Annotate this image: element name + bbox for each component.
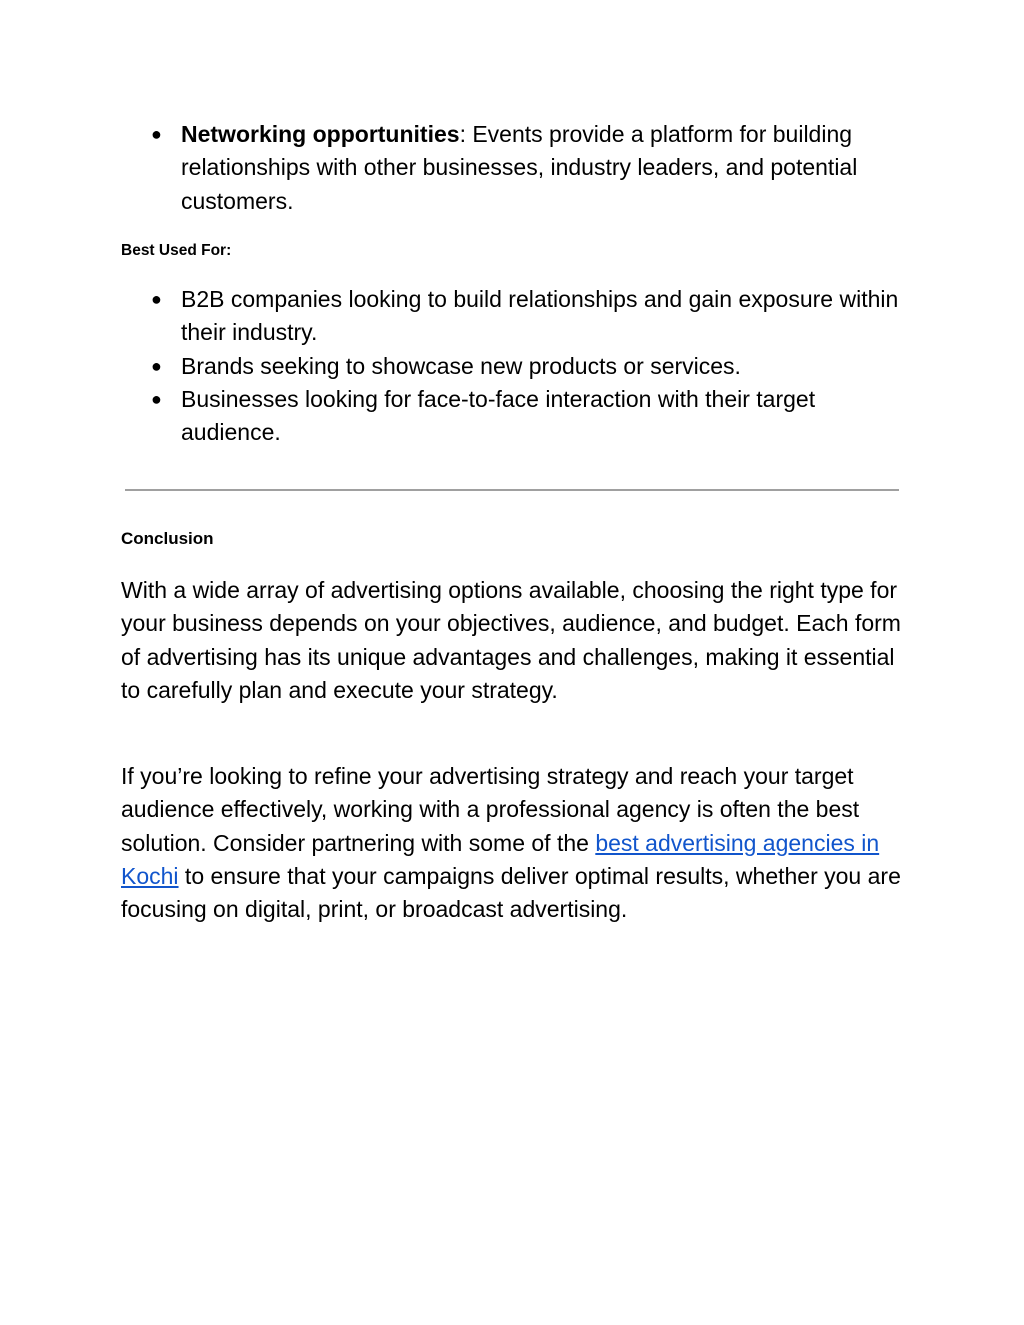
horizontal-divider: [125, 489, 899, 491]
bullet-icon: ●: [151, 355, 162, 376]
bullet-icon: ●: [151, 124, 162, 144]
bullet-icon: ●: [151, 289, 162, 309]
networking-title: Networking opportunities: [181, 121, 460, 147]
list-item-text: Brands seeking to showcase new products or services.: [181, 352, 741, 379]
list-item-text: Businesses looking for face-to-face interaction with their target audience.: [181, 385, 816, 446]
networking-text: : Events provide a platform for building relationships with other businesses, industry leaders, and potential customers.: [181, 121, 858, 214]
bullet-icon: ●: [151, 388, 162, 409]
paragraph-text: to ensure that your campaigns deliver optimal results, whether you are focusing on digital, print, or broadcast advertising.: [121, 862, 901, 923]
conclusion-paragraph-cta: [121, 760, 911, 926]
paragraph-text: If you’re looking to refine your advertising strategy and reach your target audience effectively, working with a professional agency is often the best solution. Consider partnering with some of the: [121, 763, 860, 856]
best-used-for-list: [121, 283, 911, 449]
list-item-text: B2B companies looking to build relationships and gain exposure within their industry.: [181, 286, 899, 346]
agencies-kochi-link[interactable]: best advertising agencies in Kochi: [121, 829, 880, 889]
networking-list: [121, 118, 911, 218]
conclusion-paragraph: With a wide array of advertising options available, choosing the right type for your business depends on your objectives, audience, and budget. Each form of advertising has its unique advantages and challenges, making it essential to carefully plan and execute your strategy.: [121, 577, 901, 703]
list-item: [121, 350, 911, 383]
list-item: [121, 283, 911, 350]
list-item: [121, 118, 911, 218]
conclusion-heading: Conclusion: [121, 529, 214, 548]
list-item: [121, 383, 911, 450]
best-used-for-heading: Best Used For:: [121, 242, 232, 259]
